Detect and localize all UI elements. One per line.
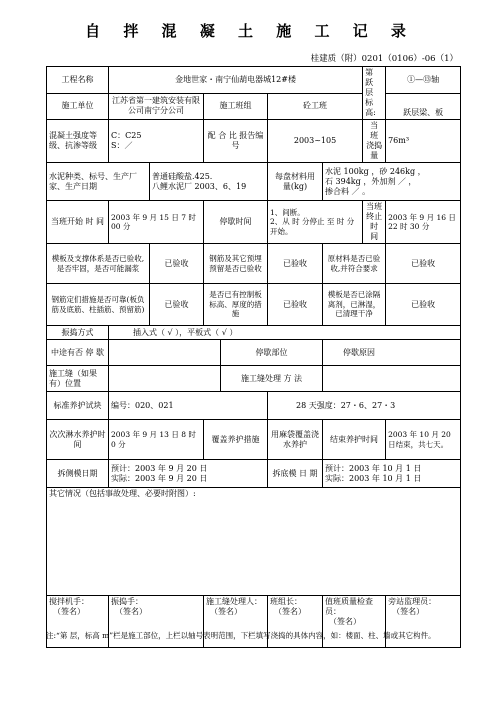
mix-value: 2003~105 xyxy=(268,120,363,163)
bottom-form-actual: 实际：2003 年 10 月 1 日 xyxy=(325,473,422,483)
formwork-row xyxy=(47,460,461,488)
signature-sign: （签名） xyxy=(329,617,361,626)
project-name-value: 金地世家・南宁仙葫电器城12#楼 xyxy=(109,67,363,94)
joint-method-value xyxy=(323,366,461,392)
signature-role: 搅拌机手： xyxy=(49,597,89,606)
footnote: 注:“第 层，标高 m”栏是施工部位，上栏以轴号表明范围，下栏填写浇捣的具体内容，如：楼面、柱、墙或其它构件。 xyxy=(46,631,436,640)
start-time-value: 2003 年 9 月 15 日 7 时 00 分 xyxy=(109,201,204,244)
bottom-form-label: 拆底模 日 期 xyxy=(268,460,323,488)
stop-time-label: 停歇时间 xyxy=(204,201,268,244)
vibration-row xyxy=(47,326,461,340)
test-block-strength: 28 天强度：27・6、27・3 xyxy=(268,392,461,420)
team-label: 施工班组 xyxy=(204,93,268,120)
time-row xyxy=(47,201,461,244)
page-title: 自 拌 混 凝 土 施 工 记 录 xyxy=(85,22,415,40)
joint-value xyxy=(109,366,221,392)
signature-sign: （签名） xyxy=(53,607,85,616)
construction-unit-label: 施工单位 xyxy=(47,93,109,120)
checks-row-1 xyxy=(47,244,461,284)
cement-label: 水泥种类、标号、生产厂家、生产日期 xyxy=(47,163,150,201)
cement-row xyxy=(47,163,461,201)
checks-row-2 xyxy=(47,284,461,326)
other-label: 其它情况（包括事故处理、必要时附图）: xyxy=(47,488,461,596)
grade-label: 混凝土强度等级、抗渗等级 xyxy=(47,120,109,163)
pour-value: 76m³ xyxy=(386,120,461,163)
material-line-3: 掺合料 ／ 。 xyxy=(325,186,371,196)
span-axis-value: ①—⑬轴 xyxy=(386,67,461,94)
formwork-check-value: 已验收 xyxy=(150,244,204,284)
signature-role: 值班质量检查员： xyxy=(325,597,373,616)
material-check-label: 原材料是否已验收,并符合要求 xyxy=(323,244,386,284)
vibration-label: 振捣方式 xyxy=(47,326,109,340)
material-values xyxy=(323,163,461,201)
vibration-value: 插入式（ √ ），平板式（ √ ） xyxy=(109,326,461,340)
signature-sign: （签名） xyxy=(392,607,425,616)
joint-label: 施工缝（如果有）位置 xyxy=(47,366,109,392)
side-form-actual: 实际：2003 年 9 月 20 日 xyxy=(111,473,208,483)
grade-s-value: S：／ xyxy=(111,141,133,150)
curing-start-value: 2003 年 9 月 13 日 8 时 0 分 xyxy=(109,420,204,460)
rebar-embed-check-label: 钢筋及其它预埋预留是否已验收 xyxy=(204,244,268,284)
interrupt-value xyxy=(109,340,221,366)
grade-row xyxy=(47,120,461,163)
curing-end-label: 结束养护时间 xyxy=(323,420,386,460)
slab-level-check-label: 是否已有控制板标高、厚度的措施 xyxy=(204,284,268,326)
stop-time-values xyxy=(268,201,363,244)
test-block-label: 标准养护试块 xyxy=(47,392,109,420)
start-time-label: 当班开始 时 间 xyxy=(47,201,109,244)
grade-values xyxy=(109,120,204,163)
record-form xyxy=(46,66,461,648)
curing-row xyxy=(47,420,461,460)
interrupt-reason-label: 停歇原因 xyxy=(323,340,461,366)
cement-factory-value: 八鲤水泥厂 2003、6、19 xyxy=(152,181,247,191)
cover-label: 覆盖养护措施 xyxy=(204,420,268,460)
signature-role: 班组长： xyxy=(270,597,302,606)
release-agent-check-value: 已验收 xyxy=(386,284,461,326)
bottom-form-plan: 预计：2003 年 10 月 1 日 xyxy=(325,463,422,473)
material-check-value: 已验收 xyxy=(386,244,461,284)
cement-values xyxy=(150,163,268,201)
span-label: 第 跃 层 标 高: xyxy=(363,67,386,120)
signature-role: 振捣手： xyxy=(111,597,143,606)
rebar-embed-check-value: 已验收 xyxy=(268,244,323,284)
side-form-label: 拆侧模日期 xyxy=(47,460,109,488)
construction-row xyxy=(47,93,461,120)
joint-row xyxy=(47,366,461,392)
material-line-1: 水泥 100kg ，砂 246kg ， xyxy=(325,166,426,176)
curing-start-label: 次次淋水养护时间 xyxy=(47,420,109,460)
cover-value: 用麻袋覆盖浇水养护 xyxy=(268,420,323,460)
signature-sign: （签名） xyxy=(210,607,242,616)
project-name-label: 工程名称 xyxy=(47,67,109,94)
interrupt-place-label: 停歇部位 xyxy=(221,340,323,366)
release-agent-check-label: 模板是否已涂隔离剂，已淋湿，已清理干净 xyxy=(323,284,386,326)
rebar-position-check-label: 钢筋定们措施是否可靠(板负筋及底筋、柱插筋、预留筋) xyxy=(47,284,150,326)
pour-label: 当 班 浇捣量 xyxy=(363,120,386,163)
material-line-2: 石 394kg ，外加剂 ／ ， xyxy=(325,176,417,186)
slab-level-check-value: 已验收 xyxy=(268,284,323,326)
document-code: 桂建质（附）0201（0106）-06（1） xyxy=(310,54,458,64)
stop-time-line-2: 2、从 时 分停止 至 时 分开始。 xyxy=(270,217,355,236)
end-time-value: 2003 年 9 月 16 日 22 时 30 分 xyxy=(386,201,461,244)
interrupt-row xyxy=(47,340,461,366)
signature-sign: （签名） xyxy=(274,607,306,616)
end-time-label: 当班终止 时 间 xyxy=(363,201,386,244)
interrupt-label: 中途有否 停 歇 xyxy=(47,340,109,366)
grade-c-value: C：C25 xyxy=(111,131,142,140)
mix-label: 配 合 比 报告编号 xyxy=(204,120,268,163)
cement-type-value: 普通硅酸盐.425. xyxy=(152,171,213,181)
team-value: 砼工班 xyxy=(268,93,363,120)
per-batch-label: 每盘材料用 量(kg) xyxy=(268,163,323,201)
span-member-value: 跃层梁、板 xyxy=(386,93,461,120)
side-form-plan: 预计：2003 年 9 月 20 日 xyxy=(111,463,208,473)
rebar-position-check-value: 已验收 xyxy=(150,284,204,326)
stop-time-line-1: 1、间断。 xyxy=(270,207,305,217)
test-block-row xyxy=(47,392,461,420)
construction-unit-value: 江苏省第一建筑安装有限公司南宁分公司 xyxy=(109,93,204,120)
bottom-form-values xyxy=(323,460,461,488)
signature-sign: （签名） xyxy=(115,607,147,616)
test-block-number: 编号：020、021 xyxy=(109,392,268,420)
side-form-values xyxy=(109,460,268,488)
project-row xyxy=(47,67,461,94)
curing-end-value: 2003 年 10 月 20 日结束，共七天。 xyxy=(386,420,461,460)
joint-method-label: 施工缝处理 方 法 xyxy=(221,366,323,392)
signature-role: 旁站监理员： xyxy=(388,597,437,606)
other-row xyxy=(47,488,461,596)
signature-role: 施工缝处理人： xyxy=(206,597,262,606)
formwork-check-label: 模板及支撑体系是否已验收,是否牢固，是否可能漏浆 xyxy=(47,244,150,284)
